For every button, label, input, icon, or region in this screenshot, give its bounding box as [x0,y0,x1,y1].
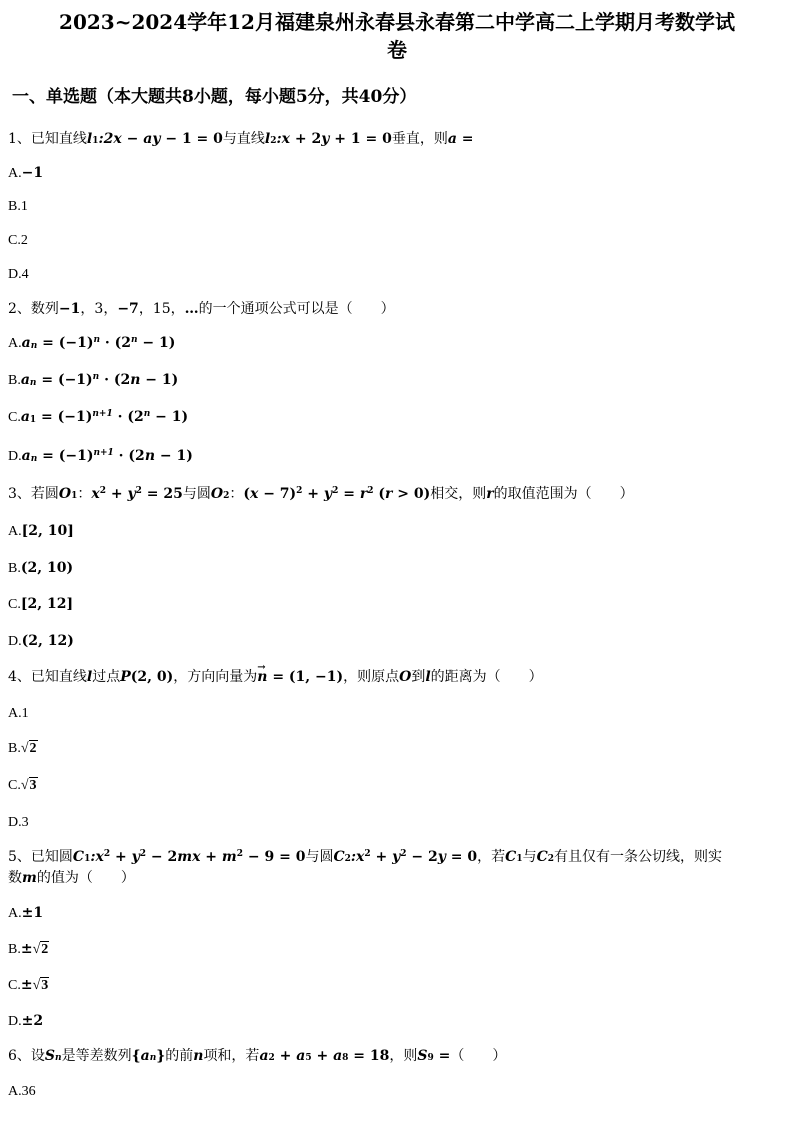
q1-option-a: A.−1 [8,165,44,181]
title-line-2: 卷 [387,38,407,62]
question-3: 3、若圆$O_1$：$x^2 + y^2 = 25$与圆$O_2$：$(x - 7)^2 + y^2 = r^2$ (r > 0)相交，则r的取值范围为（ ） [8,486,634,502]
section-heading: 一、单选题（本大题共8小题，每小题5分，共40分） [12,87,417,107]
question-5: 5、已知圆$C_1:x^2 + y^2 - 2mx + m^2 - 9 = 0$与圆$C_2:x^2 + y^2 - 2y = 0$，若$C_1$与$C_2$有且仅有一条公切线，则实 数m的值为（ ） [8,849,722,886]
q2-option-d: $D.a_n = (-1)^{n+1} \cdot (2n - 1)$ [8,448,193,464]
question-4: 4、已知直线l过点P(2, 0)，方向向量为→ n = (1, −1)，则原点O到l的距离为（ ） [8,668,543,686]
q6-option-a: A.36 [8,1084,36,1099]
question-2: 2、数列−1，3，−7，15，…的一个通项公式可以是（ ） [8,301,395,317]
q4-option-c: C.√3 [8,778,37,793]
page-title [0,8,794,64]
q2-option-c: $C.a_1 = (-1)^{n+1} \cdot (2^n - 1)$ [8,409,189,425]
q1-option-b: B.1 [8,199,28,214]
q5-option-c: C.±√3 [8,977,49,993]
q2-option-b: $B.a_n = (-1)^n \cdot (2n - 1)$ [8,372,179,388]
q4-option-b: B.√2 [8,741,37,756]
q3-option-d: D.(2, 12) [8,633,74,649]
question-6: 6、设$S_n$是等差数列$\{a_n\}$的前n项和，若$a_2 + a_5 + a_8 = 18$，则$S_9$ =（ ） [8,1048,507,1064]
q3-option-a: A.[2, 10] [8,523,74,539]
q3-option-c: C.[2, 12] [8,596,74,612]
q1-option-d: D.4 [8,267,29,282]
question-1: 1、已知直线$l_1:2x$ − ay − 1 = 0与直线$l_2:x + 2y + 1 = 0$垂直，则a = [8,131,474,147]
title-line-1: 2023~2024学年12月福建泉州永春县永春第二中学高二上学期月考数学试 [59,10,735,34]
q2-option-a: $A.a_n = (-1)^n \cdot (2^n - 1)$ [8,335,176,351]
q3-option-b: B.(2, 10) [8,560,74,576]
q1-option-c: C.2 [8,233,28,248]
q4-option-d: D.3 [8,815,29,830]
q5-option-d: D.±2 [8,1013,44,1029]
q5-option-a: A.±1 [8,905,44,921]
q4-option-a: A.1 [8,706,29,721]
q5-option-b: B.±√2 [8,941,49,957]
